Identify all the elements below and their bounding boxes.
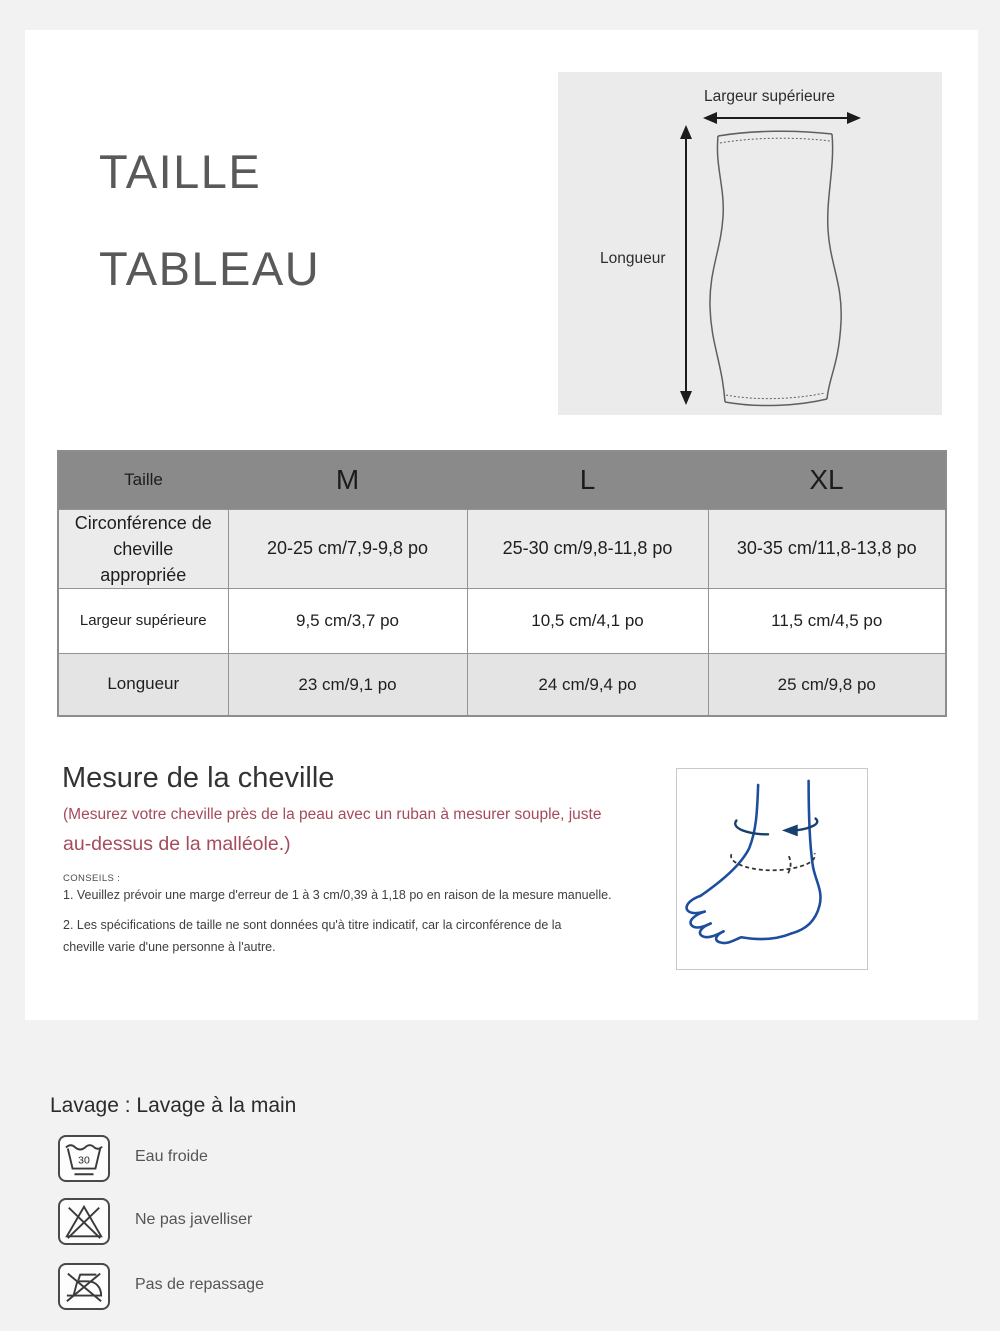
tips-label: CONSEILS : (63, 873, 121, 884)
washing-section-title: Lavage : Lavage à la main (50, 1094, 297, 1117)
wash-item-label: Pas de repassage (135, 1276, 264, 1293)
table-row-circumference (58, 509, 946, 588)
table-row-length (58, 653, 946, 716)
header-cell-m: M (228, 451, 467, 509)
arrowhead (782, 824, 798, 836)
length-arrow-icon (680, 125, 692, 405)
foot-measure-icon (677, 769, 867, 969)
sleeve-shape (710, 131, 841, 405)
cell-l: 10,5 cm/4,1 po (467, 588, 708, 653)
row-label: Longueur (58, 653, 228, 716)
cell-xl: 25 cm/9,8 po (708, 653, 946, 716)
width-arrow-icon (703, 112, 861, 124)
tip-1: 1. Veuillez prévoir une marge d'erreur de 1 à 3 cm/0,39 à 1,18 po en raison de la mesure manuelle. (63, 888, 612, 902)
sleeve-outline-drawing (558, 72, 942, 415)
measure-section-title: Mesure de la cheville (62, 762, 335, 794)
size-table (57, 450, 947, 717)
header-cell-taille: Taille (58, 451, 228, 509)
hand-wash-30-icon (58, 1135, 110, 1182)
row-label: Largeur supérieure (58, 588, 228, 653)
diagram-width-label: Largeur supérieure (704, 88, 835, 105)
cell-l: 24 cm/9,4 po (467, 653, 708, 716)
diagram-length-label: Longueur (600, 250, 666, 267)
header-cell-l: L (467, 451, 708, 509)
cell-m: 9,5 cm/3,7 po (228, 588, 467, 653)
content-card (25, 30, 978, 1020)
cell-m: 23 cm/9,1 po (228, 653, 467, 716)
measure-subtitle-line2: au-dessus de la malléole.) (63, 833, 291, 855)
wash-temperature-label: 30 (78, 1155, 90, 1167)
page-title (99, 145, 321, 295)
foot-illustration-box (676, 768, 868, 970)
cell-xl: 11,5 cm/4,5 po (708, 588, 946, 653)
no-iron-icon (58, 1263, 110, 1310)
header-cell-xl: XL (708, 451, 946, 509)
no-bleach-icon (58, 1198, 110, 1245)
table-row-top-width (58, 588, 946, 653)
page-title-line1: TAILLE (99, 145, 262, 198)
cell-m: 20-25 cm/7,9-9,8 po (228, 509, 467, 588)
cell-l: 25-30 cm/9,8-11,8 po (467, 509, 708, 588)
size-table-header-row (58, 451, 946, 509)
page-title-line2: TABLEAU (99, 242, 321, 295)
sleeve-measure-diagram (558, 72, 942, 415)
cell-xl: 30-35 cm/11,8-13,8 po (708, 509, 946, 588)
wash-item-label: Ne pas javelliser (135, 1211, 253, 1228)
row-label: Circonférence de cheville appropriée (58, 509, 228, 588)
wash-item-label: Eau froide (135, 1148, 208, 1165)
measure-subtitle-line1: (Mesurez votre cheville près de la peau avec un ruban à mesurer souple, juste (63, 806, 602, 823)
tip-2: 2. Les spécifications de taille ne sont données qu'à titre indicatif, car la circonférence de la cheville varie d'une personne à l'autre. (63, 918, 562, 954)
